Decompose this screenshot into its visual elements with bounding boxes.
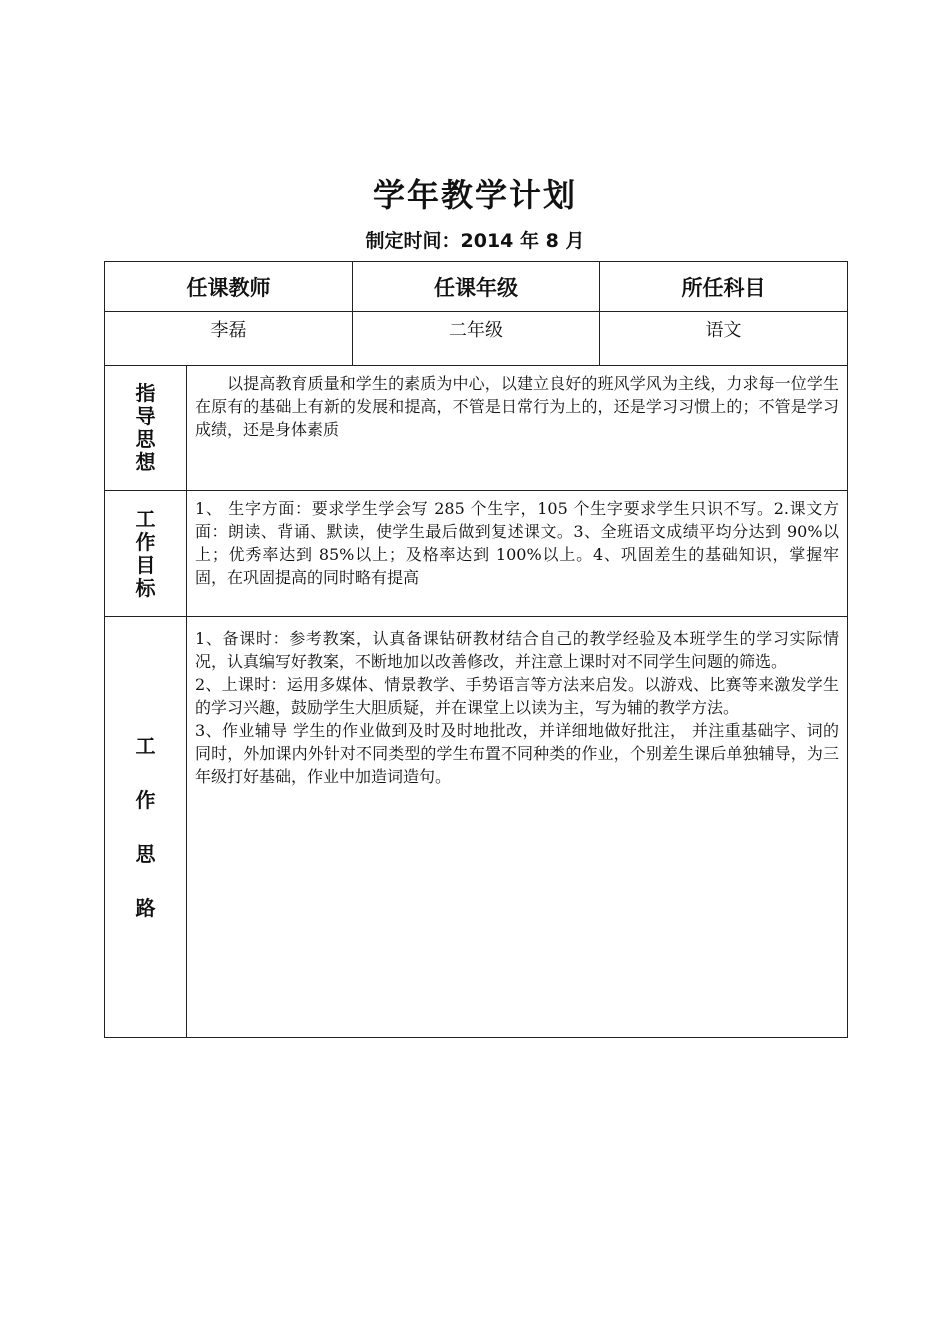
page-title: 学年教学计划 — [372, 176, 577, 214]
paragraph: 1、 生字方面：要求学生学会写 285 个生字，105 个生字要求学生只识不写。2.课文方面：朗读、背诵、默读，使学生最后做到复述课文。3、全班语文成绩平均分达到 90%以上；优秀率达到 85%以上；及格率达到 100%以上。4、巩固差生的基础知识，掌握牢固，在巩固提高的同时略有提高 — [195, 499, 839, 587]
section-label-approach — [105, 617, 187, 1038]
header-subject: 所任科目 — [600, 262, 848, 312]
section-row-approach — [105, 617, 848, 1038]
section-content-approach — [187, 617, 848, 1038]
label-text: 工作思路 — [135, 734, 156, 920]
header-grade: 任课年级 — [353, 262, 600, 312]
paragraph: 以提高教育质量和学生的素质为中心，以建立良好的班风学风为主线，力求每一位学生在原有的基础上有新的发展和提高，不管是日常行为上的，还是学习习惯上的；不管是学习成绩，还是身体素质 — [195, 374, 839, 439]
section-content-goals — [187, 491, 848, 617]
value-teacher: 李磊 — [105, 312, 353, 366]
value-grade: 二年级 — [353, 312, 600, 366]
label-text: 工作目标 — [135, 506, 156, 600]
paragraph: 1、备课时：参考教案，认真备课钻研教材结合自己的教学经验及本班学生的学习实际情况，认真编写好教案，不断地加以改善修改，并注意上课时对不同学生问题的筛选。 — [195, 629, 839, 671]
section-row-goals — [105, 491, 848, 617]
header-teacher: 任课教师 — [105, 262, 353, 312]
section-row-guiding — [105, 366, 848, 491]
section-label-goals — [105, 491, 187, 617]
paragraph: 3、作业辅导 学生的作业做到及时及时地批改，并详细地做好批注， 并注重基础字、词的同时，外加课内外针对不同类型的学生布置不同种类的作业，个别差生课后单独辅导，为三年级打好基础，作业中加造词造句。 — [195, 721, 839, 786]
section-label-guiding — [105, 366, 187, 491]
value-subject: 语文 — [600, 312, 848, 366]
plan-table — [104, 261, 848, 1038]
paragraph: 2、上课时：运用多媒体、情景教学、手势语言等方法来启发。以游戏、比赛等来激发学生的学习兴趣，鼓励学生大胆质疑，并在课堂上以读为主，写为辅的教学方法。 — [195, 675, 839, 717]
date-line: 制定时间：2014 年 8 月 — [365, 230, 585, 252]
value-row — [105, 312, 848, 366]
header-row — [105, 262, 848, 312]
section-content-guiding — [187, 366, 848, 491]
label-text: 指导思想 — [135, 381, 156, 474]
